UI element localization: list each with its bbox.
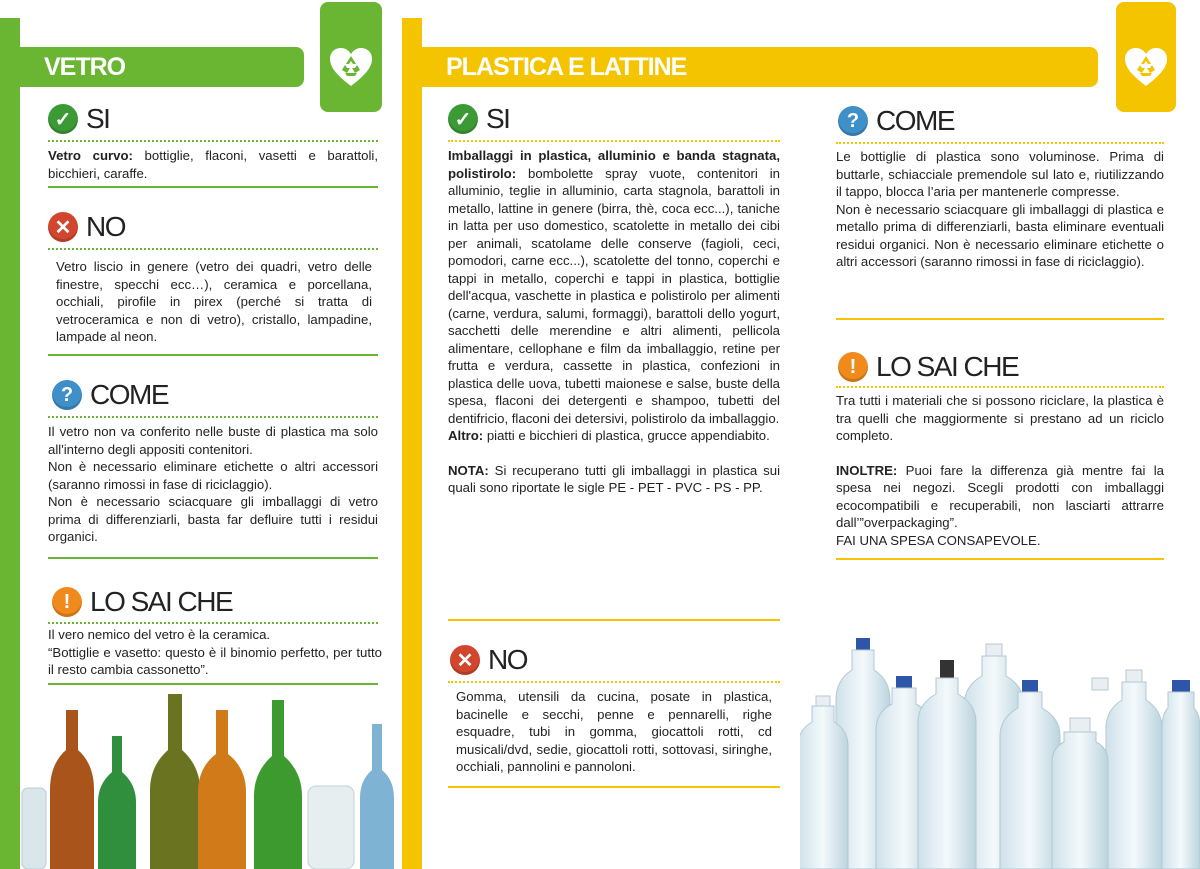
divider <box>448 140 780 142</box>
plastica-come-title: ? COME <box>838 106 954 136</box>
yellow-rail <box>402 18 422 869</box>
vetro-tab <box>320 2 382 112</box>
divider <box>836 558 1164 560</box>
divider <box>836 318 1164 320</box>
vetro-no-title: ✕ NO <box>48 212 125 242</box>
vetro-header: VETRO <box>20 47 304 87</box>
divider <box>836 386 1164 388</box>
divider <box>448 786 780 788</box>
vetro-si-title: ✓ SI <box>48 104 109 134</box>
x-icon: ✕ <box>48 212 78 242</box>
divider <box>448 681 780 683</box>
divider <box>48 248 378 250</box>
divider <box>48 622 378 624</box>
plastica-losai-title: ! LO SAI CHE <box>838 352 1018 382</box>
vetro-losai-text: Il vero nemico del vetro è la ceramica. “Bottiglie e vasetto: questo è il binomio perfetto, per tutto il resto cambia cassonetto”. <box>48 627 382 677</box>
green-rail <box>0 18 20 869</box>
vetro-come-text: Il vetro non va conferito nelle buste di plastica ma solo all'interno degli appositi contenitori. Non è necessario eliminare etichette o altri accessori (saranno rimossi in fase di riciclaggio). Non è necessario sciacquare gli imballaggi di vetro prima di differenziarli, basta far defluire tutti i residui organici. <box>48 424 378 544</box>
divider <box>48 683 378 685</box>
check-icon: ✓ <box>48 104 78 134</box>
divider <box>48 354 378 356</box>
exclamation-icon: ! <box>52 587 82 617</box>
divider <box>48 416 378 418</box>
plastica-losai-text: Tra tutti i materiali che si possono riciclare, la plastica è tra quelli che maggiormente si prestano ad un riciclo completo. INOLTRE: Puoi fare la differenza già mentre fai la spesa nei negozi. Scegli prodotti con imballaggi ecocompatibili e recuperabili, non lasciarti attrarre dall’”overpackaging”. FAI UNA SPESA CONSAPEVOLE. <box>836 393 1164 548</box>
plastica-come-text: Le bottiglie di plastica sono voluminose. Prima di buttarle, schiacciale premendole sul lato e, riutilizzando il tappo, blocca l’aria per mantenerle compresse. Non è necessario sciacquare gli imballaggi di plastica e metallo prima di differenziarli, basta eliminare eventuali residui organici. Non è necessario eliminare etichette o altri accessori (saranno rimossi in fase di riciclaggio). <box>836 149 1164 269</box>
check-icon: ✓ <box>448 104 478 134</box>
question-icon: ? <box>838 106 868 136</box>
recycle-heart-icon <box>328 46 374 88</box>
divider <box>836 142 1164 144</box>
plastica-no-title: ✕ NO <box>450 645 527 675</box>
recycle-heart-icon <box>1123 46 1169 88</box>
plastica-si-text: Imballaggi in plastica, alluminio e banda stagnata, polistirolo: bombolette spray vuote, contenitori in alluminio, teglie in alluminio, carta stagnola, barattoli in metallo, lattine in genere (birra, thè, coca ecc...), taniche in latta per uso domestico, scatolette in metallo dei cibi per animali, scatolame delle conserve (fagioli, ceci, pomodori, carne ecc...), scatolette del tonno, coperchi e tappi in metallo, coperchi e tappi in plastica, bottiglie dell'acqua, vaschette in plastica e polistirolo per alimenti (carne, verdura, salumi, formaggi), barattoli dello yogurt, sacchetti delle merendine e altri alimenti, pellicola alimentare, cellophane e film da imballaggio, retine per frutta e verdura, cassette in plastica, confezioni in plastica delle uova, tubetti maionese e salse, buste della spesa, flaconi dei detergenti e shampoo, tubetti del dentifricio, flaconi dei detersivi, polistirolo da imballaggio. Altro: piatti e bicchieri di plastica, grucce appendiabito. NOTA: Si recuperano tutti gli imballaggi in plastica sui quali sono riportate le sigle PE - PET - PVC - PS - PP. <box>448 148 780 495</box>
vetro-come-title: ? COME <box>52 380 168 410</box>
plastica-header: PLASTICA E LATTINE <box>422 47 1098 87</box>
divider <box>48 140 378 142</box>
plastica-tab <box>1116 2 1176 112</box>
glass-bottles-image <box>20 688 402 869</box>
vetro-no-text: Vetro liscio in genere (vetro dei quadri, vetro delle finestre, specchi ecc…), ceramica e porcellana, occhiali, pirofile in pirex (perché si tratta di vetroceramica e non di vetro), cristallo, lampadine, lampade al neon. <box>56 259 372 344</box>
x-icon: ✕ <box>450 645 480 675</box>
exclamation-icon: ! <box>838 352 868 382</box>
divider <box>48 557 378 559</box>
divider <box>48 186 378 188</box>
divider <box>448 619 780 621</box>
plastica-no-text: Gomma, utensili da cucina, posate in plastica, bacinelle e secchi, penne e pennarelli, righe esquadre, tubi in gomma, giocattoli rotti, cd musicali/dvd, sedie, giocattoli rotti, sottovasi, siringhe, occhiali, pannolini e pannoloni. <box>456 689 772 774</box>
vetro-losai-title: ! LO SAI CHE <box>52 587 232 617</box>
vetro-si-text: Vetro curvo: bottiglie, flaconi, vasetti e barattoli, bicchieri, caraffe. <box>48 148 379 181</box>
plastica-si-title: ✓ SI <box>448 104 509 134</box>
plastic-bottles-image <box>800 632 1200 869</box>
question-icon: ? <box>52 380 82 410</box>
